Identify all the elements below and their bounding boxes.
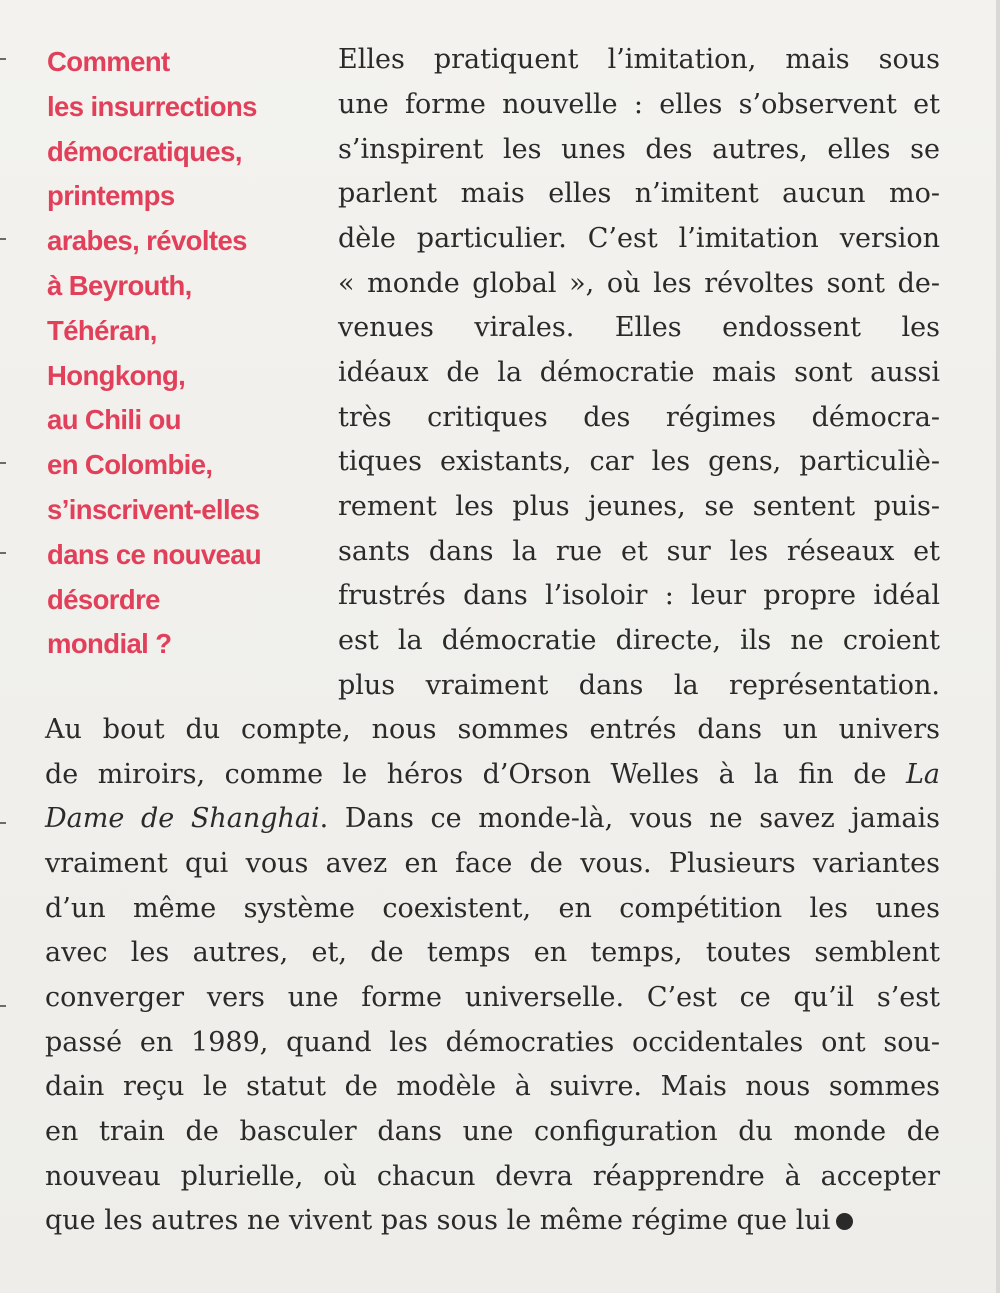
body-line: plus vraiment dans la représentation. bbox=[338, 670, 940, 701]
question-line: Téhéran, bbox=[47, 314, 157, 346]
margin-mark bbox=[0, 238, 6, 240]
body-line: idéaux de la démocratie mais sont aussi bbox=[338, 357, 940, 388]
end-of-article-bullet-icon bbox=[836, 1213, 853, 1230]
body-line: sants dans la rue et sur les réseaux et bbox=[338, 536, 940, 567]
body-line: nouveau plurielle, où chacun devra réapprendre à accepter bbox=[45, 1161, 940, 1192]
body-line: Au bout du compte, nous sommes entrés dans un univers bbox=[45, 714, 940, 745]
film-title: Dame de Shanghai bbox=[45, 803, 320, 834]
body-line: parlent mais elles n’imitent aucun mo- bbox=[338, 178, 940, 209]
body-line bbox=[45, 753, 940, 798]
body-line: frustrés dans l’isoloir : leur propre idéal bbox=[338, 580, 940, 611]
body-line: rement les plus jeunes, se sentent puis- bbox=[338, 491, 940, 522]
question-line: arabes, révoltes bbox=[47, 225, 247, 257]
question-line: Comment bbox=[47, 46, 170, 77]
body-line: passé en 1989, quand les démocraties occidentales ont sou- bbox=[45, 1027, 940, 1058]
margin-mark bbox=[0, 552, 6, 554]
question-line: printemps bbox=[47, 180, 175, 212]
film-title: La bbox=[905, 759, 940, 790]
body-line: s’inspirent les unes des autres, elles se bbox=[338, 134, 940, 165]
body-line: avec les autres, et, de temps en temps, toutes semblent bbox=[45, 937, 940, 968]
question-line: au Chili ou bbox=[47, 404, 181, 436]
body-line: une forme nouvelle : elles s’observent et bbox=[338, 89, 940, 120]
body-line: tiques existants, car les gens, particuliè- bbox=[338, 446, 940, 477]
question-line: s’inscrivent-elles bbox=[47, 493, 260, 525]
body-line bbox=[45, 797, 940, 842]
margin-mark bbox=[0, 1005, 6, 1007]
body-line: d’un même système coexistent, en compétition les unes bbox=[45, 893, 940, 924]
body-line: dèle particulier. C’est l’imitation version bbox=[338, 223, 940, 254]
body-text-segment: de miroirs, comme le héros d’Orson Welles à la fin de bbox=[45, 759, 906, 790]
margin-mark bbox=[0, 58, 6, 60]
body-line: converger vers une forme universelle. C’est ce qu’il s’est bbox=[45, 982, 940, 1013]
body-text-segment: que les autres ne vivent pas sous le même régime que lui bbox=[45, 1205, 831, 1236]
question-line: dans ce nouveau bbox=[47, 538, 262, 570]
body-text-segment: . Dans ce monde-là, vous ne savez jamais bbox=[319, 803, 941, 834]
body-line bbox=[45, 1199, 940, 1244]
body-line: venues virales. Elles endossent les bbox=[338, 312, 940, 343]
question-line: désordre bbox=[47, 583, 160, 615]
margin-mark bbox=[0, 822, 6, 824]
body-line: Elles pratiquent l’imitation, mais sous bbox=[338, 44, 940, 75]
body-line: est la démocratie directe, ils ne croient bbox=[338, 625, 940, 656]
body-line: dain reçu le statut de modèle à suivre. Mais nous sommes bbox=[45, 1071, 940, 1102]
body-line: « monde global », où les révoltes sont de- bbox=[338, 268, 940, 299]
question-line: en Colombie, bbox=[47, 449, 213, 481]
question-line: Hongkong, bbox=[47, 359, 186, 391]
question-line: à Beyrouth, bbox=[47, 269, 192, 301]
body-line: vraiment qui vous avez en face de vous. Plusieurs variantes bbox=[45, 848, 940, 879]
body-line: très critiques des régimes démocra- bbox=[338, 402, 940, 433]
question-line: les insurrections bbox=[47, 90, 257, 122]
margin-mark bbox=[0, 462, 6, 464]
question-line: mondial ? bbox=[47, 628, 172, 660]
question-line: démocratiques, bbox=[47, 135, 242, 167]
interview-question bbox=[47, 40, 307, 667]
body-line: en train de basculer dans une configuration du monde de bbox=[45, 1116, 940, 1147]
page-edge bbox=[996, 0, 1000, 1293]
